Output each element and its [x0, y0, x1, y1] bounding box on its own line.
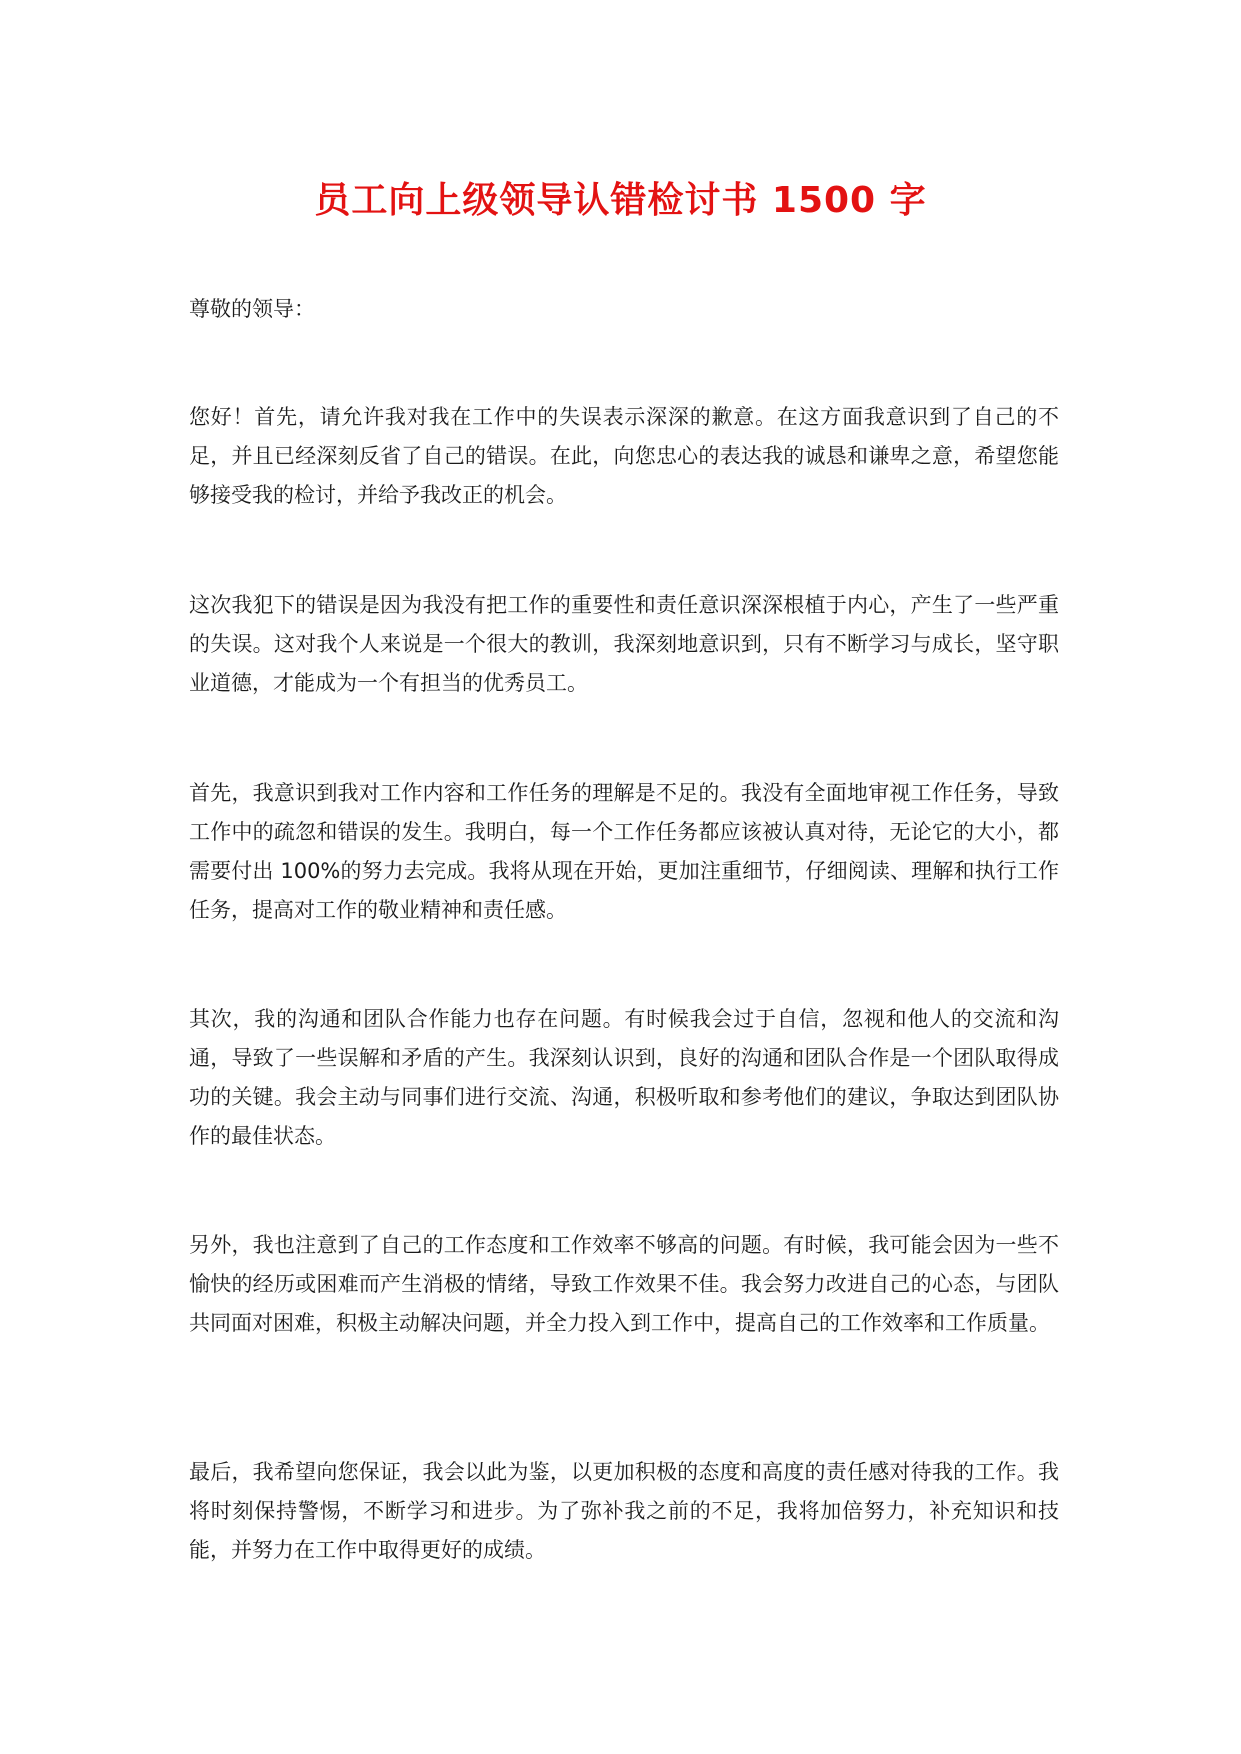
paragraph-2: 这次我犯下的错误是因为我没有把工作的重要性和责任意识深深根植于内心，产生了一些严重的失误。这对我个人来说是一个很大的教训，我深刻地意识到，只有不断学习与成长，坚守职业道德，才能成为一个有担当的优秀员工。 [189, 593, 1059, 695]
paragraph-4: 其次，我的沟通和团队合作能力也存在问题。有时候我会过于自信，忽视和他人的交流和沟通，导致了一些误解和矛盾的产生。我深刻认识到，良好的沟通和团队合作是一个团队取得成功的关键。我会主动与同事们进行交流、沟通，积极听取和参考他们的建议，争取达到团队协作的最佳状态。 [189, 1007, 1059, 1148]
salutation: 尊敬的领导： [189, 297, 315, 321]
paragraph-6: 最后，我希望向您保证，我会以此为鉴，以更加积极的态度和高度的责任感对待我的工作。我将时刻保持警惕，不断学习和进步。为了弥补我之前的不足，我将加倍努力，补充知识和技能，并努力在工作中取得更好的成绩。 [189, 1460, 1059, 1562]
document-title: 员工向上级领导认错检讨书 1500 字 [314, 180, 927, 221]
paragraph-5: 另外，我也注意到了自己的工作态度和工作效率不够高的问题。有时候，我可能会因为一些不愉快的经历或困难而产生消极的情绪，导致工作效果不佳。我会努力改进自己的心态，与团队共同面对困难，积极主动解决问题，并全力投入到工作中，提高自己的工作效率和工作质量。 [189, 1233, 1059, 1335]
paragraph-3: 首先，我意识到我对工作内容和工作任务的理解是不足的。我没有全面地审视工作任务，导致工作中的疏忽和错误的发生。我明白，每一个工作任务都应该被认真对待，无论它的大小，都需要付出 100%的努力去完成。我将从现在开始，更加注重细节，仔细阅读、理解和执行工作任务，提高对工作的敬业精神和责任感。 [189, 781, 1059, 922]
paragraph-1: 您好！首先，请允许我对我在工作中的失误表示深深的歉意。在这方面我意识到了自己的不足，并且已经深刻反省了自己的错误。在此，向您忠心的表达我的诚恳和谦卑之意，希望您能够接受我的检讨，并给予我改正的机会。 [189, 405, 1059, 507]
